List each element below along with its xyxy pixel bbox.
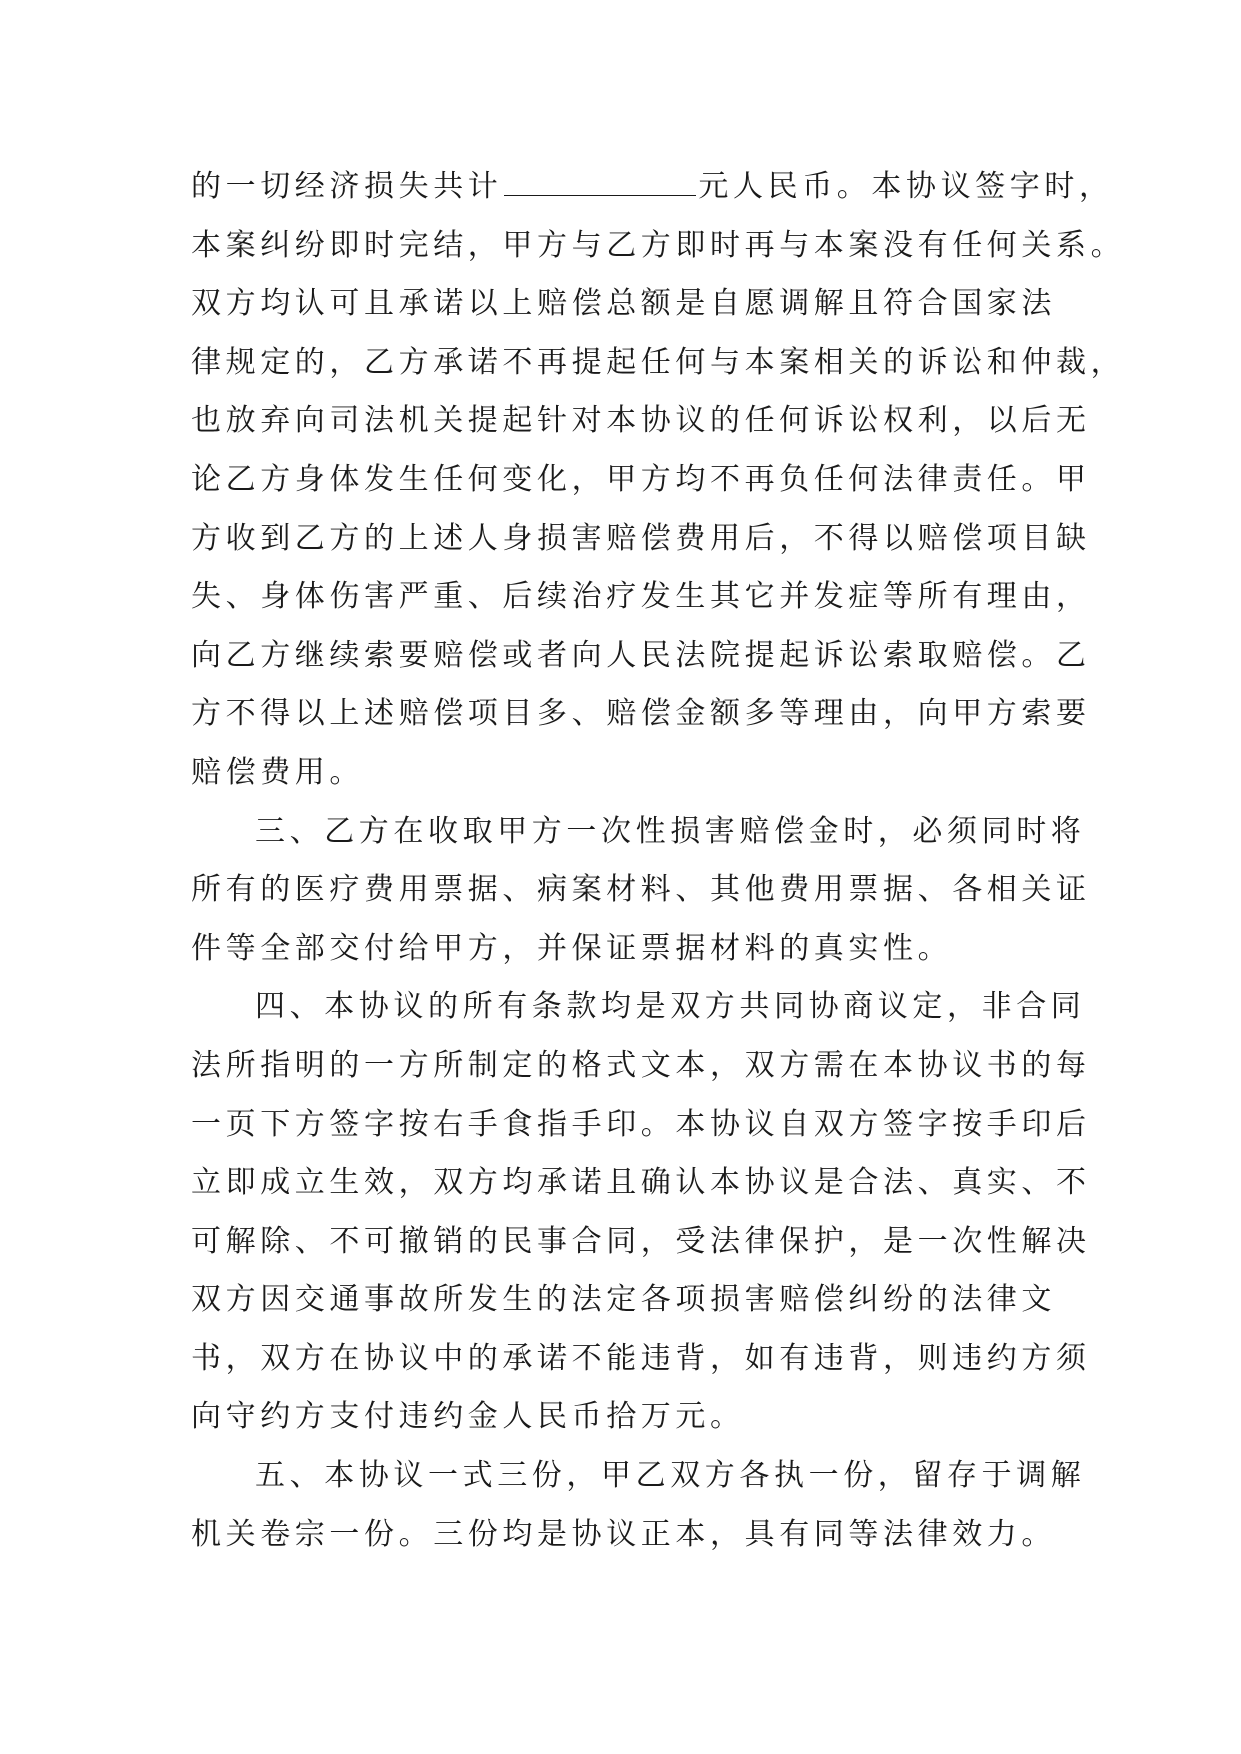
- text-line: 法所指明的一方所制定的格式文本，双方需在本协议书的每: [191, 1047, 1091, 1083]
- text-line: 一页下方签字按右手食指手印。本协议自双方签字按手印后: [191, 1106, 1091, 1142]
- text-segment: 的一切经济损失共计: [191, 169, 503, 204]
- text-line: 五、本协议一式三份，甲乙双方各执一份，留存于调解: [255, 1458, 1086, 1494]
- text-line: 件等全部交付给甲方，并保证票据材料的真实性。: [191, 930, 953, 966]
- text-line: 可解除、不可撤销的民事合同，受法律保护，是一次性解决: [191, 1223, 1091, 1259]
- text-line: 向守约方支付违约金人民币拾万元。: [191, 1399, 745, 1435]
- text-line: 书，双方在协议中的承诺不能违背，如有违背，则违约方须: [191, 1340, 1091, 1376]
- text-line: 律规定的，乙方承诺不再提起任何与本案相关的诉讼和仲裁，: [191, 344, 1126, 380]
- text-line: 立即成立生效，双方均承诺且确认本协议是合法、真实、不: [191, 1165, 1091, 1201]
- text-line: 三、乙方在收取甲方一次性损害赔偿金时，必须同时将: [255, 813, 1086, 849]
- text-line: 所有的医疗费用票据、病案材料、其他费用票据、各相关证: [191, 872, 1091, 908]
- text-line: [191, 158, 1114, 217]
- paragraph-clause-five: [191, 1447, 1091, 1564]
- text-line: 也放弃向司法机关提起针对本协议的任何诉讼权利，以后无: [191, 403, 1091, 439]
- text-line: 方收到乙方的上述人身损害赔偿费用后，不得以赔偿项目缺: [191, 520, 1091, 556]
- text-line: 失、身体伤害严重、后续治疗发生其它并发症等所有理由，: [191, 579, 1091, 615]
- text-line: 赔偿费用。: [191, 754, 364, 790]
- text-line: 论乙方身体发生任何变化，甲方均不再负任何法律责任。甲: [191, 461, 1091, 497]
- amount-blank-field: [504, 159, 696, 196]
- text-line: 方不得以上述赔偿项目多、赔偿金额多等理由，向甲方索要: [191, 696, 1091, 732]
- text-line: 机关卷宗一份。三份均是协议正本，具有同等法律效力。: [191, 1516, 1056, 1552]
- text-line: 本案纠纷即时完结，甲方与乙方即时再与本案没有任何关系。: [191, 227, 1126, 263]
- text-line: 双方均认可且承诺以上赔偿总额是自愿调解且符合国家法: [191, 286, 1056, 322]
- text-segment: 元人民币。本协议签字时，: [698, 169, 1114, 204]
- text-line: 向乙方继续索要赔偿或者向人民法院提起诉讼索取赔偿。乙: [191, 637, 1091, 673]
- paragraph-clause-three: [191, 803, 1091, 979]
- document-body: [191, 158, 1126, 1564]
- text-line: 四、本协议的所有条款均是双方共同协商议定，非合同: [255, 989, 1086, 1025]
- paragraph-compensation-terms: [191, 158, 1126, 803]
- paragraph-clause-four: [191, 978, 1091, 1447]
- text-line: 双方因交通事故所发生的法定各项损害赔偿纠纷的法律文: [191, 1282, 1056, 1318]
